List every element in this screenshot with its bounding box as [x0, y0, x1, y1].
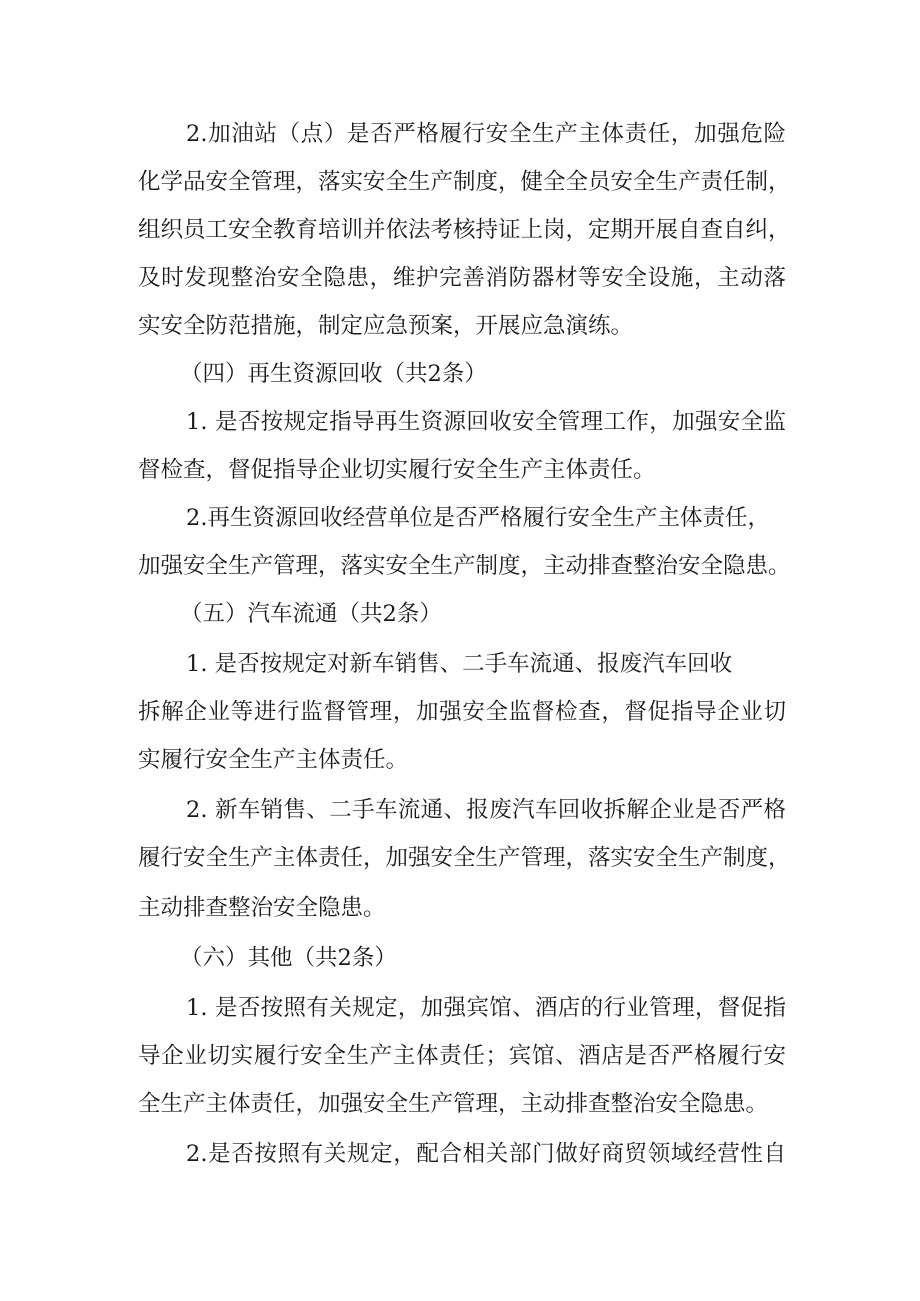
recycling-item-1-line-2: 督检查，督促指导企业切实履行安全生产主体责任。 — [138, 457, 656, 483]
recycling-item-2-line-2: 加强安全生产管理，落实安全生产制度，主动排查整治安全隐患。 — [138, 553, 791, 579]
paragraph-2-gas-station-line-3: 组织员工安全教育培训并依法考核持证上岗，定期开展自查自纠， — [138, 217, 791, 243]
auto-item-1-line-3: 实履行安全生产主体责任。 — [138, 747, 409, 773]
auto-item-1-line-2: 拆解企业等进行监督管理，加强安全监督检查，督促指导企业切 — [138, 699, 786, 725]
section-heading-auto-circulation: （五）汽车流通（共2条） — [180, 601, 442, 627]
other-item-2-line-1: 2.是否按照有关规定，配合相关部门做好商贸领域经营性自 — [186, 1141, 786, 1167]
paragraph-2-gas-station-line-1: 2.加油站（点）是否严格履行安全生产主体责任，加强危险 — [186, 121, 786, 147]
section-heading-other: （六）其他（共2条） — [180, 945, 397, 971]
paragraph-2-gas-station-line-4: 及时发现整治安全隐患，维护完善消防器材等安全设施，主动落 — [138, 265, 786, 291]
other-item-1-line-1: 1. 是否按照有关规定，加强宾馆、酒店的行业管理，督促指 — [186, 995, 786, 1021]
auto-item-2-line-3: 主动排查整治安全隐患。 — [138, 895, 386, 921]
recycling-item-2-line-1: 2.再生资源回收经营单位是否严格履行安全生产主体责任， — [186, 505, 770, 531]
paragraph-2-gas-station-line-2: 化学品安全管理，落实安全生产制度，健全全员安全生产责任制， — [138, 169, 791, 195]
section-heading-recycling: （四）再生资源回收（共2条） — [180, 361, 487, 387]
auto-item-2-line-1: 2. 新车销售、二手车流通、报废汽车回收拆解企业是否严格 — [186, 797, 786, 823]
paragraph-2-gas-station-line-5: 实安全防范措施，制定应急预案，开展应急演练。 — [138, 313, 634, 339]
other-item-1-line-2: 导企业切实履行安全生产主体责任；宾馆、酒店是否严格履行安 — [138, 1043, 786, 1069]
auto-item-1-line-1: 1. 是否按规定对新车销售、二手车流通、报废汽车回收 — [186, 651, 733, 677]
recycling-item-1-line-1: 1. 是否按规定指导再生资源回收安全管理工作，加强安全监 — [186, 409, 786, 435]
auto-item-2-line-2: 履行安全生产主体责任，加强安全生产管理，落实安全生产制度， — [138, 845, 791, 871]
other-item-1-line-3: 全生产主体责任，加强安全生产管理，主动排查整治安全隐患。 — [138, 1091, 769, 1117]
